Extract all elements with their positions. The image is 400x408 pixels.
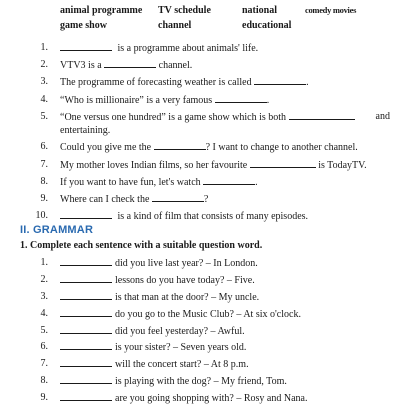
item-number: 8.	[40, 175, 48, 187]
item-number: 4.	[40, 93, 48, 105]
item-text: channel.	[156, 60, 193, 72]
section-title: II. GRAMMAR	[20, 224, 94, 236]
item-text: is that man at the door? – My uncle.	[115, 291, 260, 303]
answer-blank[interactable]	[60, 324, 112, 334]
item-text: will the concert start? – At 8 p.m.	[115, 359, 249, 371]
item-text: did you feel yesterday? – Awful.	[115, 325, 245, 337]
item-number: 7.	[40, 358, 48, 370]
item-text: is a kind of film that consists of many episodes.	[115, 211, 309, 223]
exercise-item	[20, 374, 390, 389]
item-text: “Who is millionaire” is a very famous	[60, 94, 215, 106]
item-number: 6.	[40, 141, 48, 153]
item-number: 9.	[40, 193, 48, 204]
item-text: lessons do you have today? – Five.	[115, 274, 255, 286]
answer-blank[interactable]	[215, 93, 267, 103]
word-option: TV schedule	[158, 5, 211, 16]
answer-blank[interactable]	[60, 290, 112, 300]
item-number: 2.	[40, 273, 48, 285]
word-box-row	[60, 18, 360, 33]
word-option: national	[242, 5, 278, 16]
item-text: .	[266, 94, 270, 106]
item-text: ?	[203, 194, 209, 205]
word-option: educational	[242, 20, 292, 31]
answer-blank[interactable]	[60, 307, 112, 317]
item-number: 2.	[40, 59, 48, 71]
item-number: 5.	[40, 110, 48, 122]
answer-blank[interactable]	[250, 158, 316, 168]
item-text: VTV3 is a	[60, 60, 105, 72]
exercise-item	[20, 175, 390, 190]
item-text: Could you give me the	[60, 142, 154, 154]
item-text: .	[255, 176, 258, 188]
item-number: 3.	[40, 76, 48, 88]
answer-blank[interactable]	[154, 140, 206, 150]
word-box-row	[60, 3, 360, 18]
item-number: 10.	[35, 210, 48, 222]
exercise-item	[20, 140, 390, 155]
exercise-item	[20, 391, 390, 406]
exercise-item	[20, 307, 390, 322]
answer-blank[interactable]	[60, 357, 112, 367]
exercise-item	[20, 256, 390, 271]
exercise-item	[20, 41, 390, 56]
item-text: ? I want to change to another channel.	[205, 142, 358, 154]
item-text: did you live last year? – In London.	[115, 258, 258, 269]
answer-blank[interactable]	[60, 273, 112, 283]
exercise-item	[20, 209, 390, 224]
item-number: 9.	[40, 392, 48, 404]
answer-blank[interactable]	[254, 75, 306, 85]
answer-blank[interactable]	[60, 374, 112, 384]
exercise-item	[20, 93, 390, 108]
item-text: My mother loves Indian films, so her favourite	[60, 159, 250, 171]
exercise-item	[20, 340, 390, 355]
word-option: animal programme	[60, 5, 143, 16]
item-text: If you want to have fun, let's watch	[60, 176, 204, 188]
item-text: is a programme about animals' life.	[115, 43, 259, 54]
item-number: 6.	[40, 341, 48, 353]
item-number: 3.	[40, 290, 48, 302]
vocabulary-exercise	[20, 41, 390, 226]
item-text: “One versus one hundred” is a game show which is both	[60, 111, 289, 123]
item-text: are you going shopping with? – Rosy and Nana.	[115, 393, 308, 405]
exercise-item	[20, 273, 390, 288]
exercise-item	[20, 58, 390, 73]
exercise-item	[20, 324, 390, 339]
item-number: 5.	[40, 324, 48, 336]
item-text: is playing with the dog? – My friend, Tom.	[115, 376, 287, 388]
answer-blank[interactable]	[203, 175, 255, 185]
answer-blank[interactable]	[60, 41, 112, 51]
answer-blank[interactable]	[60, 256, 112, 266]
item-text: entertaining.	[60, 125, 111, 137]
item-number: 1.	[40, 42, 48, 53]
word-option: comedy movies	[305, 5, 357, 15]
item-text: and	[375, 110, 390, 122]
item-text: is your sister? – Seven years old.	[115, 342, 247, 354]
item-text: .	[306, 77, 309, 89]
word-option: channel	[158, 20, 192, 31]
exercise-item	[20, 110, 390, 138]
item-number: 8.	[40, 375, 48, 387]
item-number: 4.	[40, 307, 48, 319]
answer-blank[interactable]	[152, 192, 204, 202]
exercise-item	[20, 75, 390, 90]
exercise-item	[20, 290, 390, 305]
grammar-exercise	[20, 256, 390, 408]
exercise-instruction: 1. Complete each sentence with a suitable question word.	[20, 240, 263, 251]
word-option: game show	[60, 20, 107, 31]
item-text: The programme of forecasting weather is called	[60, 77, 255, 89]
item-text: Where can I check the	[60, 194, 152, 205]
item-number: 7.	[40, 158, 48, 170]
item-number: 1.	[40, 257, 48, 268]
word-box	[60, 3, 360, 33]
exercise-item	[20, 158, 390, 173]
answer-blank[interactable]	[289, 110, 355, 120]
item-text: is TodayTV.	[315, 159, 367, 171]
answer-blank[interactable]	[60, 209, 112, 219]
exercise-item	[20, 192, 390, 207]
answer-blank[interactable]	[104, 58, 156, 68]
exercise-item	[20, 357, 390, 372]
item-text: do you go to the Music Club? – At six o'clock.	[115, 308, 301, 320]
answer-blank[interactable]	[60, 340, 112, 350]
